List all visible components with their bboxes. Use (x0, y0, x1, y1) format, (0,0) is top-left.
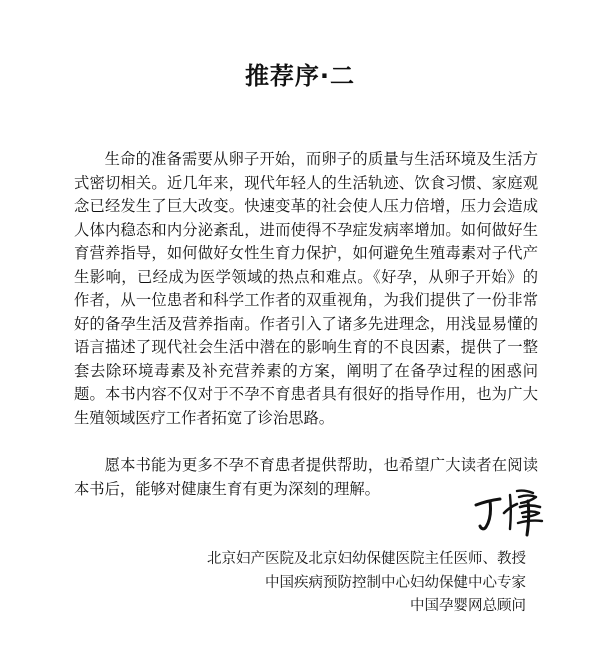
affiliation-line-3: 中国孕婴网总顾问 (410, 598, 526, 614)
paragraph-1: 生命的准备需要从卵子开始，而卵子的质量与生活环境及生活方式密切相关。近几年来，现代年轻人的生活轨迹、饮食习惯、家庭观念已经发生了巨大改变。快速变革的社会使人压力倍增，压力会造成人体内稳态和内分泌紊乱，进而使得不孕症发病率增加。如何做好生育营养指导，如何做好女性生育力保护，如何避免生殖毒素对子代产生影响，已经成为医学领域的热点和难点。《好孕，从卵子开始》的作者，从一位患者和科学工作者的双重视角，为我们提供了一份非常好的备孕生活及营养指南。作者引入了诸多先进理念，用浅显易懂的语言描述了现代社会生活中潜在的影响生育的不良因素，提供了一整套去除环境毒素及补充营养素的方案，阐明了在备孕过程的困惑问题。本书内容不仅对于不孕不育患者具有很好的指导作用，也为广大生殖领域医疗工作者拓宽了诊治思路。 (74, 150, 538, 427)
handwritten-signature (470, 483, 550, 539)
preface-body (74, 148, 538, 501)
affiliation-line-1: 北京妇产医院及北京妇幼保健医院主任医师、教授 (207, 551, 526, 567)
affiliation-line-2: 中国疾病预防控制中心妇幼保健中心专家 (265, 574, 526, 591)
paragraph-2: 愿本书能为更多不孕不育患者提供帮助，也希望广大读者在阅读本书后，能够对健康生育有更为深刻的理解。 (74, 456, 538, 498)
page-title: 推荐序·二 (244, 62, 356, 90)
author-affiliation (207, 548, 526, 619)
